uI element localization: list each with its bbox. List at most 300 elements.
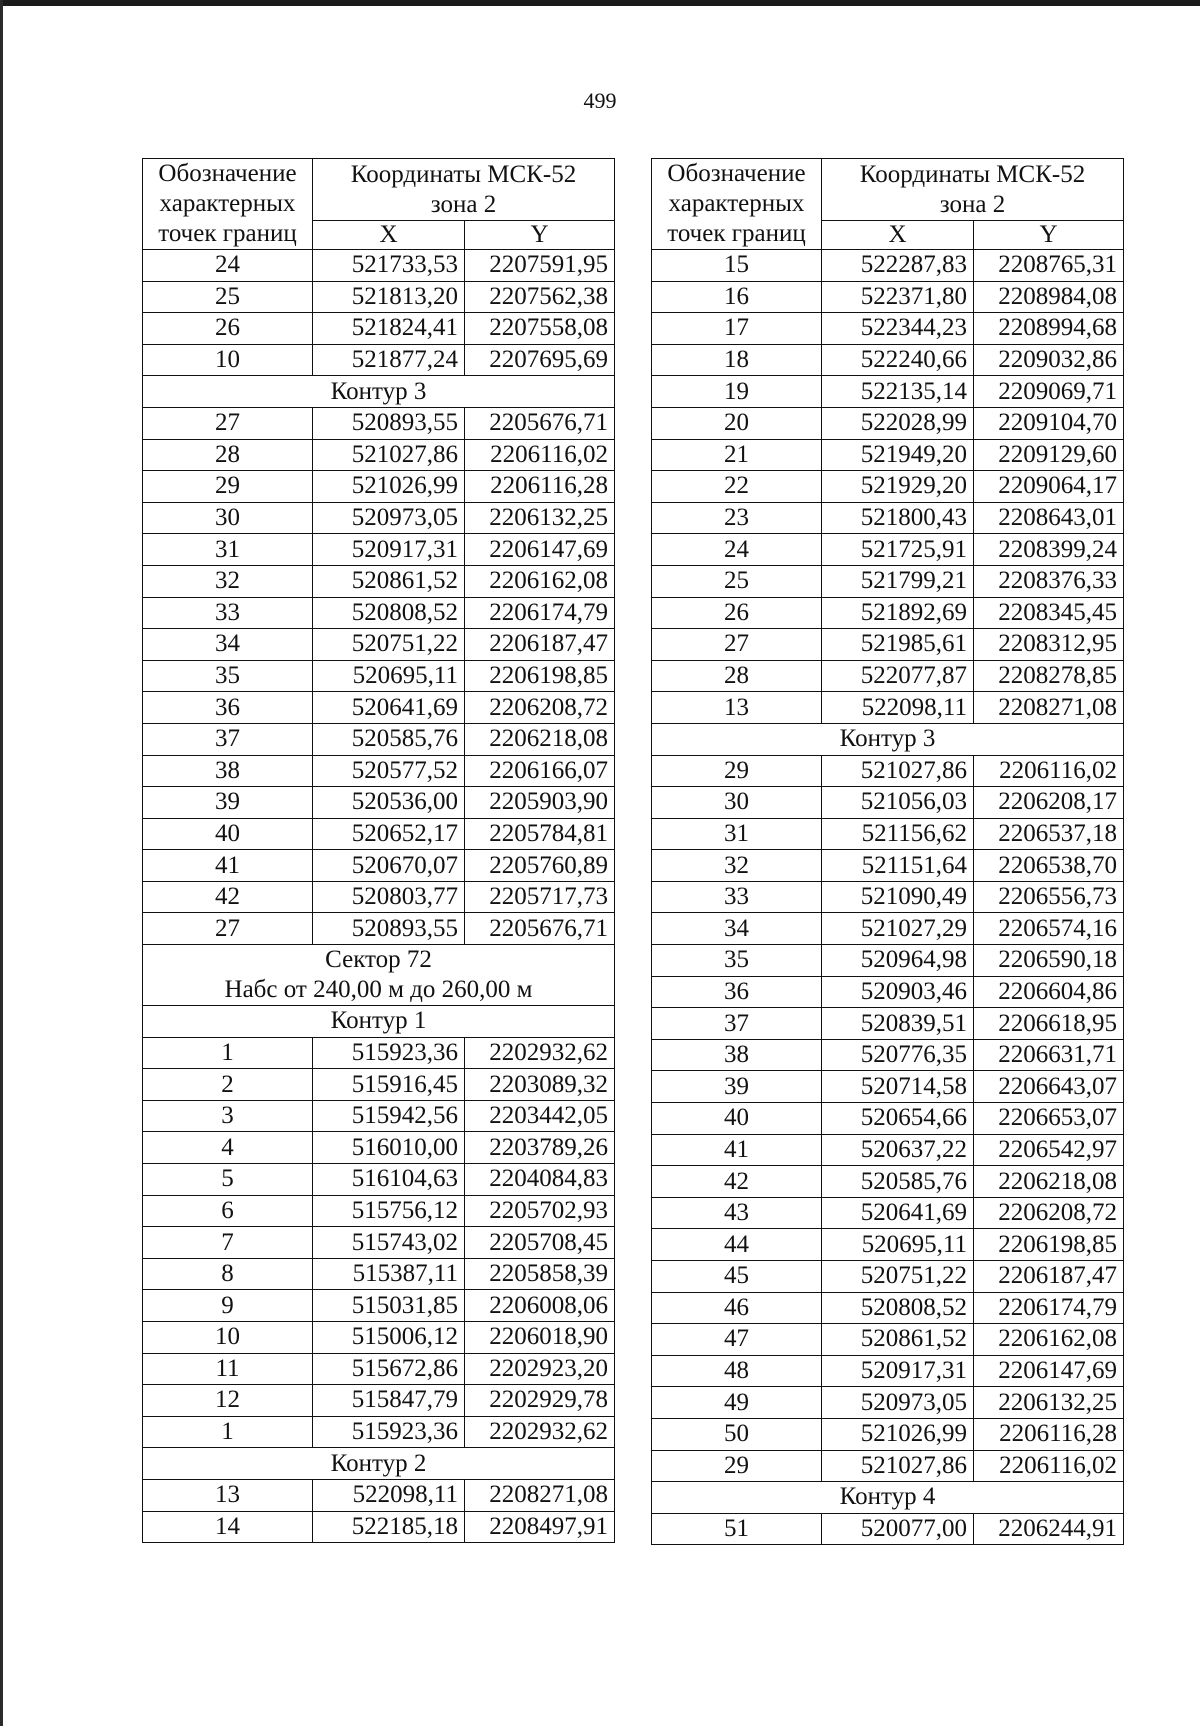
point-id-cell: 38 [143, 755, 313, 787]
table-row [143, 471, 615, 503]
y-coordinate-cell: 2206132,25 [974, 1387, 1124, 1419]
x-coordinate-cell: 520803,77 [313, 881, 465, 913]
point-id-cell: 42 [143, 881, 313, 913]
point-id-cell: 34 [143, 629, 313, 661]
y-coordinate-cell: 2208271,08 [465, 1479, 615, 1511]
point-id-cell: 26 [143, 313, 313, 345]
y-coordinate-cell: 2206008,06 [465, 1290, 615, 1322]
table-row [143, 344, 615, 376]
table-row [652, 502, 1124, 534]
x-coordinate-cell: 521151,64 [822, 850, 974, 882]
y-coordinate-cell: 2207591,95 [465, 250, 615, 282]
point-id-cell: 28 [652, 660, 822, 692]
x-coordinate-cell: 521949,20 [822, 439, 974, 471]
point-label-line-2: характерных [159, 190, 296, 217]
point-id-cell: 45 [652, 1261, 822, 1293]
group-title: Контур 3 [839, 725, 936, 753]
y-coordinate-cell: 2206116,02 [974, 1450, 1124, 1482]
x-coordinate-cell: 520077,00 [822, 1513, 974, 1545]
y-coordinate-cell: 2206116,28 [974, 1418, 1124, 1450]
x-coordinate-cell: 520670,07 [313, 850, 465, 882]
point-id-cell: 29 [652, 1450, 822, 1482]
point-id-cell: 35 [143, 660, 313, 692]
point-id-cell: 13 [143, 1479, 313, 1511]
table-row [143, 250, 615, 282]
x-coordinate-cell: 515672,86 [313, 1353, 465, 1385]
point-id-cell: 25 [143, 281, 313, 313]
y-coordinate-cell: 2203442,05 [465, 1100, 615, 1132]
y-coordinate-cell: 2206208,72 [974, 1197, 1124, 1229]
x-coordinate-cell: 520808,52 [313, 597, 465, 629]
point-id-cell: 49 [652, 1387, 822, 1419]
x-coordinate-cell: 522098,11 [822, 692, 974, 724]
y-column-header: Y [974, 221, 1124, 250]
x-column-header: X [313, 221, 465, 250]
table-row [652, 660, 1124, 692]
scan-edge-left [0, 0, 3, 1726]
point-id-cell: 41 [143, 850, 313, 882]
y-coordinate-cell: 2206590,18 [974, 945, 1124, 977]
point-label-line-1: Обозначение [667, 160, 806, 187]
y-coordinate-cell: 2208278,85 [974, 660, 1124, 692]
x-coordinate-cell: 521824,41 [313, 313, 465, 345]
point-id-cell: 27 [143, 407, 313, 439]
table-row [143, 723, 615, 755]
table-row [652, 913, 1124, 945]
table-row [652, 597, 1124, 629]
table-row [143, 881, 615, 913]
point-id-cell: 8 [143, 1258, 313, 1290]
y-coordinate-cell: 2206018,90 [465, 1322, 615, 1354]
point-id-cell: 33 [652, 881, 822, 913]
y-coordinate-cell: 2206556,73 [974, 881, 1124, 913]
x-coordinate-cell: 515916,45 [313, 1069, 465, 1101]
point-id-cell: 27 [652, 629, 822, 661]
x-coordinate-cell: 515847,79 [313, 1385, 465, 1417]
point-id-cell: 30 [652, 787, 822, 819]
y-coordinate-cell: 2206162,08 [465, 565, 615, 597]
x-coordinate-cell: 520585,76 [313, 723, 465, 755]
y-coordinate-cell: 2209032,86 [974, 344, 1124, 376]
table-row [652, 1008, 1124, 1040]
table-row [652, 1450, 1124, 1482]
x-coordinate-cell: 515756,12 [313, 1195, 465, 1227]
table-row [143, 1353, 615, 1385]
y-coordinate-cell: 2206653,07 [974, 1103, 1124, 1135]
y-coordinate-cell: 2208643,01 [974, 502, 1124, 534]
y-coordinate-cell: 2206208,72 [465, 692, 615, 724]
table-row [652, 1071, 1124, 1103]
x-coordinate-cell: 521027,86 [313, 439, 465, 471]
point-id-cell: 5 [143, 1164, 313, 1196]
y-coordinate-cell: 2208984,08 [974, 281, 1124, 313]
x-coordinate-cell: 516104,63 [313, 1164, 465, 1196]
x-coordinate-cell: 515006,12 [313, 1322, 465, 1354]
point-id-cell: 34 [652, 913, 822, 945]
y-coordinate-cell: 2206147,69 [974, 1355, 1124, 1387]
group-row [652, 723, 1124, 755]
point-id-cell: 9 [143, 1290, 313, 1322]
y-coordinate-cell: 2206537,18 [974, 818, 1124, 850]
x-coordinate-cell: 520917,31 [313, 534, 465, 566]
coords-label-line-2: зона 2 [430, 190, 497, 218]
y-coordinate-cell: 2208765,31 [974, 250, 1124, 282]
point-id-cell: 46 [652, 1292, 822, 1324]
coordinates-table-right [651, 158, 1124, 1545]
point-id-cell: 15 [652, 250, 822, 282]
y-coordinate-cell: 2205708,45 [465, 1227, 615, 1259]
x-coordinate-cell: 520917,31 [822, 1355, 974, 1387]
point-id-cell: 2 [143, 1069, 313, 1101]
x-coordinate-cell: 520776,35 [822, 1039, 974, 1071]
point-id-cell: 10 [143, 1322, 313, 1354]
x-coordinate-cell: 520751,22 [822, 1261, 974, 1293]
y-coordinate-cell: 2206187,47 [974, 1261, 1124, 1293]
y-coordinate-cell: 2206116,02 [974, 755, 1124, 787]
table-row [652, 1355, 1124, 1387]
table-row [652, 281, 1124, 313]
x-coordinate-cell: 520751,22 [313, 629, 465, 661]
table-row [143, 755, 615, 787]
point-id-cell: 22 [652, 471, 822, 503]
table-row [143, 1195, 615, 1227]
x-coordinate-cell: 522344,23 [822, 313, 974, 345]
table-row [143, 629, 615, 661]
point-label-line-3: точек границ [667, 220, 806, 247]
point-id-cell: 43 [652, 1197, 822, 1229]
x-coordinate-cell: 520652,17 [313, 818, 465, 850]
group-label [143, 945, 615, 1006]
y-coordinate-cell: 2208345,45 [974, 597, 1124, 629]
y-coordinate-cell: 2202932,62 [465, 1037, 615, 1069]
x-coordinate-cell: 522135,14 [822, 376, 974, 408]
table-row [143, 313, 615, 345]
x-coordinate-cell: 520637,22 [822, 1134, 974, 1166]
x-coordinate-cell: 522098,11 [313, 1479, 465, 1511]
x-coordinate-cell: 520893,55 [313, 407, 465, 439]
table-row [143, 818, 615, 850]
y-coordinate-cell: 2206542,97 [974, 1134, 1124, 1166]
y-coordinate-cell: 2206166,07 [465, 755, 615, 787]
x-coordinate-cell: 520893,55 [313, 913, 465, 945]
table-row [143, 1290, 615, 1322]
point-id-cell: 3 [143, 1100, 313, 1132]
table-row [143, 1100, 615, 1132]
group-row [143, 1448, 615, 1480]
point-id-cell: 36 [652, 976, 822, 1008]
y-coordinate-cell: 2207558,08 [465, 313, 615, 345]
x-coordinate-cell: 515743,02 [313, 1227, 465, 1259]
y-coordinate-cell: 2209129,60 [974, 439, 1124, 471]
table-row [652, 881, 1124, 913]
table-row [652, 1039, 1124, 1071]
x-coordinate-cell: 521799,21 [822, 565, 974, 597]
group-label [143, 376, 615, 408]
y-coordinate-cell: 2205676,71 [465, 407, 615, 439]
coords-label-line-1: Координаты МСК-52 [859, 160, 1086, 188]
table-row [652, 1166, 1124, 1198]
point-label-line-3: точек границ [158, 220, 297, 247]
point-id-cell: 10 [143, 344, 313, 376]
point-id-cell: 14 [143, 1511, 313, 1543]
table-row [143, 660, 615, 692]
y-coordinate-cell: 2206631,71 [974, 1039, 1124, 1071]
point-id-cell: 27 [143, 913, 313, 945]
x-coordinate-cell: 521877,24 [313, 344, 465, 376]
table-row [652, 534, 1124, 566]
point-id-cell: 32 [143, 565, 313, 597]
x-coordinate-cell: 522077,87 [822, 660, 974, 692]
point-id-cell: 51 [652, 1513, 822, 1545]
y-coordinate-cell: 2208399,24 [974, 534, 1124, 566]
group-row [143, 945, 615, 1006]
point-id-cell: 12 [143, 1385, 313, 1417]
x-coordinate-cell: 515031,85 [313, 1290, 465, 1322]
point-id-cell: 18 [652, 344, 822, 376]
point-label-line-2: характерных [668, 190, 805, 217]
coords-label-line-1: Координаты МСК-52 [350, 160, 577, 188]
table-body-right [652, 250, 1124, 1545]
coordinates-table-left [142, 158, 615, 1543]
x-coordinate-cell: 520536,00 [313, 787, 465, 819]
x-coordinate-cell: 521026,99 [822, 1418, 974, 1450]
point-id-cell: 32 [652, 850, 822, 882]
point-id-cell: 37 [652, 1008, 822, 1040]
point-id-cell: 31 [652, 818, 822, 850]
y-coordinate-cell: 2206116,28 [465, 471, 615, 503]
y-coordinate-cell: 2206208,17 [974, 787, 1124, 819]
point-id-cell: 37 [143, 723, 313, 755]
y-coordinate-cell: 2207562,38 [465, 281, 615, 313]
table-row [652, 407, 1124, 439]
table-row [652, 344, 1124, 376]
table-row [143, 692, 615, 724]
x-coordinate-cell: 520585,76 [822, 1166, 974, 1198]
point-id-cell: 39 [143, 787, 313, 819]
y-coordinate-cell: 2206244,91 [974, 1513, 1124, 1545]
y-coordinate-cell: 2206198,85 [974, 1229, 1124, 1261]
y-coordinate-cell: 2206218,08 [465, 723, 615, 755]
y-coordinate-cell: 2209104,70 [974, 407, 1124, 439]
table-row [652, 818, 1124, 850]
point-id-cell: 35 [652, 945, 822, 977]
point-id-cell: 19 [652, 376, 822, 408]
table-row [143, 597, 615, 629]
x-coordinate-cell: 520808,52 [822, 1292, 974, 1324]
point-id-cell: 24 [143, 250, 313, 282]
table-row [143, 1164, 615, 1196]
point-id-cell: 16 [652, 281, 822, 313]
table-row [652, 692, 1124, 724]
table-row [143, 565, 615, 597]
table-row [652, 1387, 1124, 1419]
y-coordinate-cell: 2206574,16 [974, 913, 1124, 945]
y-coordinate-cell: 2208271,08 [974, 692, 1124, 724]
y-coordinate-cell: 2202932,62 [465, 1416, 615, 1448]
y-coordinate-cell: 2203089,32 [465, 1069, 615, 1101]
point-id-cell: 20 [652, 407, 822, 439]
table-header [652, 159, 1124, 250]
table-row [143, 1227, 615, 1259]
x-coordinate-cell: 520861,52 [313, 565, 465, 597]
table-row [652, 1134, 1124, 1166]
x-coordinate-cell: 521892,69 [822, 597, 974, 629]
point-id-cell: 48 [652, 1355, 822, 1387]
group-row [143, 1006, 615, 1038]
x-coordinate-cell: 521813,20 [313, 281, 465, 313]
point-id-cell: 1 [143, 1416, 313, 1448]
x-coordinate-cell: 520973,05 [313, 502, 465, 534]
table-row [143, 1069, 615, 1101]
y-coordinate-cell: 2208497,91 [465, 1511, 615, 1543]
x-coordinate-cell: 522287,83 [822, 250, 974, 282]
point-id-cell: 23 [652, 502, 822, 534]
point-id-cell: 29 [652, 755, 822, 787]
x-coordinate-cell: 521156,62 [822, 818, 974, 850]
x-coordinate-cell: 521090,49 [822, 881, 974, 913]
table-body-left [143, 250, 615, 1543]
table-row [652, 1513, 1124, 1545]
y-coordinate-cell: 2206132,25 [465, 502, 615, 534]
point-id-cell: 39 [652, 1071, 822, 1103]
page-number: 499 [583, 88, 617, 113]
x-coordinate-cell: 521725,91 [822, 534, 974, 566]
table-row [652, 1197, 1124, 1229]
table-row [652, 976, 1124, 1008]
table-row [652, 787, 1124, 819]
point-id-cell: 36 [143, 692, 313, 724]
coordinates-header [822, 159, 1124, 221]
group-subtitle: Набс от 240,00 м до 260,00 м [224, 976, 533, 1004]
y-coordinate-cell: 2205676,71 [465, 913, 615, 945]
table-row [143, 850, 615, 882]
group-title: Сектор 72 [325, 946, 432, 974]
y-coordinate-cell: 2205784,81 [465, 818, 615, 850]
group-row [143, 376, 615, 408]
y-coordinate-cell: 2206643,07 [974, 1071, 1124, 1103]
x-coordinate-cell: 515923,36 [313, 1037, 465, 1069]
x-coordinate-cell: 520964,98 [822, 945, 974, 977]
y-coordinate-cell: 2206538,70 [974, 850, 1124, 882]
y-coordinate-cell: 2209069,71 [974, 376, 1124, 408]
y-coordinate-cell: 2205903,90 [465, 787, 615, 819]
table-row [143, 281, 615, 313]
table-row [143, 1132, 615, 1164]
y-coordinate-cell: 2204084,83 [465, 1164, 615, 1196]
x-coordinate-cell: 521027,86 [822, 755, 974, 787]
y-coordinate-cell: 2208994,68 [974, 313, 1124, 345]
x-coordinate-cell: 520577,52 [313, 755, 465, 787]
group-label [143, 1006, 615, 1038]
x-coordinate-cell: 520714,58 [822, 1071, 974, 1103]
point-id-cell: 28 [143, 439, 313, 471]
table-row [652, 1292, 1124, 1324]
table-row [652, 945, 1124, 977]
point-id-cell: 38 [652, 1039, 822, 1071]
point-id-cell: 40 [143, 818, 313, 850]
point-id-cell: 17 [652, 313, 822, 345]
x-coordinate-cell: 522028,99 [822, 407, 974, 439]
y-coordinate-cell: 2206187,47 [465, 629, 615, 661]
x-coordinate-cell: 520641,69 [313, 692, 465, 724]
point-id-cell: 50 [652, 1418, 822, 1450]
point-id-cell: 41 [652, 1134, 822, 1166]
table-row [652, 1324, 1124, 1356]
point-id-cell: 33 [143, 597, 313, 629]
point-id-cell: 40 [652, 1103, 822, 1135]
y-coordinate-cell: 2205702,93 [465, 1195, 615, 1227]
table-row [652, 565, 1124, 597]
x-coordinate-cell: 520695,11 [313, 660, 465, 692]
x-column-header: X [822, 221, 974, 250]
point-designation-header [652, 159, 822, 250]
y-coordinate-cell: 2206116,02 [465, 439, 615, 471]
table-row [143, 534, 615, 566]
x-coordinate-cell: 521027,29 [822, 913, 974, 945]
x-coordinate-cell: 520839,51 [822, 1008, 974, 1040]
point-id-cell: 24 [652, 534, 822, 566]
table-row [652, 629, 1124, 661]
x-coordinate-cell: 522240,66 [822, 344, 974, 376]
group-title: Контур 1 [330, 1007, 427, 1035]
table-row [143, 1322, 615, 1354]
table-row [143, 787, 615, 819]
x-coordinate-cell: 522371,80 [822, 281, 974, 313]
table-row [652, 755, 1124, 787]
x-coordinate-cell: 522185,18 [313, 1511, 465, 1543]
table-row [143, 407, 615, 439]
table-header [143, 159, 615, 250]
x-coordinate-cell: 520903,46 [822, 976, 974, 1008]
table-row [652, 313, 1124, 345]
table-row [143, 913, 615, 945]
y-coordinate-cell: 2203789,26 [465, 1132, 615, 1164]
point-id-cell: 4 [143, 1132, 313, 1164]
table-row [652, 376, 1124, 408]
table-row [143, 1479, 615, 1511]
table-row [652, 1261, 1124, 1293]
point-id-cell: 21 [652, 439, 822, 471]
group-label [652, 723, 1124, 755]
x-coordinate-cell: 520861,52 [822, 1324, 974, 1356]
y-coordinate-cell: 2206604,86 [974, 976, 1124, 1008]
x-coordinate-cell: 515942,56 [313, 1100, 465, 1132]
table-row [143, 1037, 615, 1069]
point-id-cell: 29 [143, 471, 313, 503]
y-coordinate-cell: 2206198,85 [465, 660, 615, 692]
table-row [143, 439, 615, 471]
y-coordinate-cell: 2206174,79 [465, 597, 615, 629]
y-coordinate-cell: 2207695,69 [465, 344, 615, 376]
table-row [143, 1258, 615, 1290]
y-coordinate-cell: 2206147,69 [465, 534, 615, 566]
x-coordinate-cell: 520695,11 [822, 1229, 974, 1261]
y-coordinate-cell: 2205717,73 [465, 881, 615, 913]
table-row [652, 1103, 1124, 1135]
y-column-header: Y [465, 221, 615, 250]
group-label [652, 1482, 1124, 1514]
y-coordinate-cell: 2206618,95 [974, 1008, 1124, 1040]
y-coordinate-cell: 2209064,17 [974, 471, 1124, 503]
x-coordinate-cell: 521026,99 [313, 471, 465, 503]
y-coordinate-cell: 2208376,33 [974, 565, 1124, 597]
table-row [143, 1511, 615, 1543]
y-coordinate-cell: 2202929,78 [465, 1385, 615, 1417]
x-coordinate-cell: 521027,86 [822, 1450, 974, 1482]
y-coordinate-cell: 2206162,08 [974, 1324, 1124, 1356]
point-designation-header [143, 159, 313, 250]
y-coordinate-cell: 2205858,39 [465, 1258, 615, 1290]
